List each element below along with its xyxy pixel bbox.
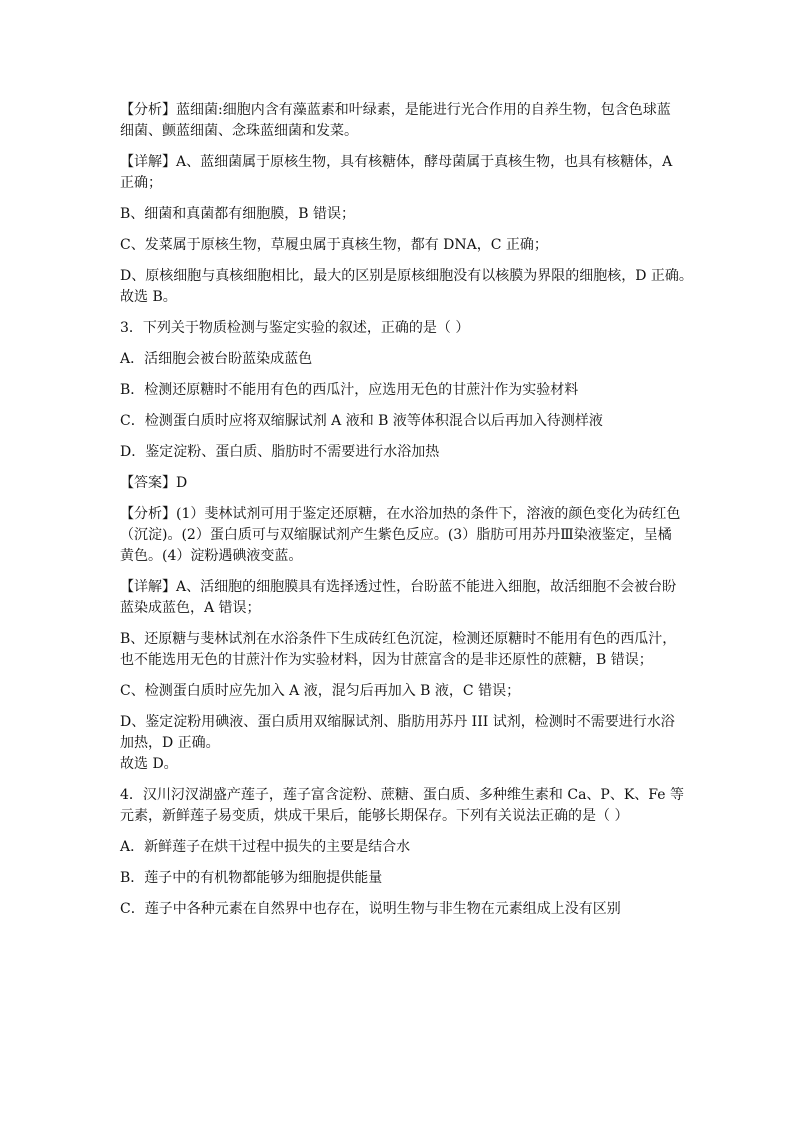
text-line: D、鉴定淀粉用碘液、蛋白质用双缩脲试剂、脂肪用苏丹 III 试剂，检测时不需要进行水浴 (120, 714, 675, 730)
text-line: C．检测蛋白质时应将双缩脲试剂 A 液和 B 液等体积混合以后再加入待测样液 (120, 413, 603, 429)
text-line: 细菌、颤蓝细菌、念珠蓝细菌和发菜。 (120, 123, 358, 139)
text-line: 也不能选用无色的甘蔗汁作为实验材料，因为甘蔗富含的是非还原性的蔗糖，B 错误； (120, 652, 653, 668)
text-line: A．活细胞会被台盼蓝染成蓝色 (120, 351, 313, 367)
text-line: C．莲子中各种元素在自然界中也存在，说明生物与非生物在元素组成上没有区别 (120, 901, 621, 917)
text-line: C、发菜属于原核生物，草履虫属于真核生物，都有 DNA，C 正确； (120, 237, 548, 253)
text-line: C、检测蛋白质时应先加入 A 液，混匀后再加入 B 液，C 错误； (120, 683, 521, 699)
text-line: 【答案】D (120, 475, 188, 491)
text-line: 【详解】A、蓝细菌属于原核生物，具有核糖体，酵母菌属于真核生物，也具有核糖体，A (120, 154, 673, 170)
text-line: 加热，D 正确。 (120, 735, 220, 751)
text-line: 【详解】A、活细胞的细胞膜具有选择透过性，台盼蓝不能进入细胞，故活细胞不会被台盼 (120, 579, 677, 595)
text-line: （沉淀)。(2）蛋白质可与双缩脲试剂产生紫色反应。(3）脂肪可用苏丹Ⅲ染液鉴定，呈橘 (120, 527, 672, 543)
text-line: B．莲子中的有机物都能够为细胞提供能量 (120, 870, 383, 886)
text-line: 4．汉川汈汊湖盛产莲子，莲子富含淀粉、蔗糖、蛋白质、多种维生素和 Ca、P、K、Fe 等 (120, 787, 684, 803)
text-line: 3．下列关于物质检测与鉴定实验的叙述，正确的是（ ） (120, 320, 470, 336)
text-line: 【分析】蓝细菌:细胞内含有藻蓝素和叶绿素，是能进行光合作用的自养生物，包含色球蓝 (120, 102, 671, 118)
text-line: A．新鲜莲子在烘干过程中损失的主要是结合水 (120, 839, 411, 855)
text-line: 故选 B。 (120, 289, 177, 305)
text-line: D．鉴定淀粉、蛋白质、脂肪时不需要进行水浴加热 (120, 444, 440, 460)
text-line: 黄色。(4）淀粉遇碘液变蓝。 (120, 548, 303, 564)
document-body (120, 100, 693, 920)
text-line: B、细菌和真菌都有细胞膜，B 错误； (120, 206, 356, 222)
text-line: 蓝染成蓝色，A 错误； (120, 600, 261, 616)
text-line: 【分析】(1）斐林试剂可用于鉴定还原糖，在水浴加热的条件下，溶液的颜色变化为砖红色 (120, 506, 681, 522)
text-line: B．检测还原糖时不能用有色的西瓜汁，应选用无色的甘蔗汁作为实验材料 (120, 382, 579, 398)
text-line: 元素，新鲜莲子易变质，烘成干果后，能够长期保存。下列有关说法正确的是（ ） (120, 808, 629, 824)
text-line: 故选 D。 (120, 756, 178, 772)
text-line: D、原核细胞与真核细胞相比，最大的区别是原核细胞没有以核膜为界限的细胞核，D 正确。 (120, 268, 693, 284)
text-line: 正确； (120, 175, 162, 191)
text-line: B、还原糖与斐林试剂在水浴条件下生成砖红色沉淀，检测还原糖时不能用有色的西瓜汁， (120, 631, 677, 647)
